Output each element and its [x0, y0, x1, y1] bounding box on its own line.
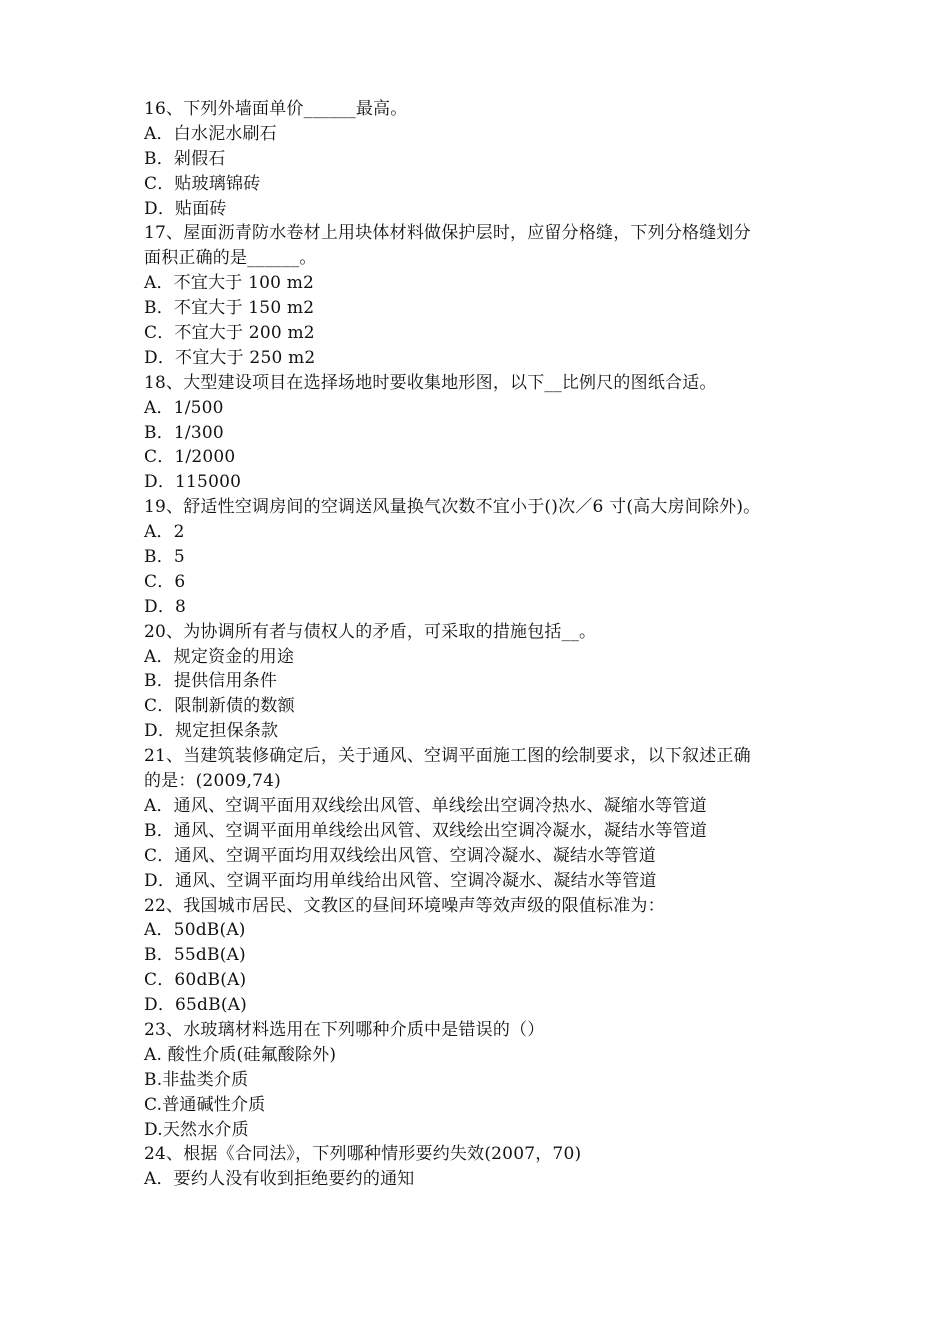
option-d: D．贴面砖 [144, 198, 227, 219]
option-b: B．剁假石 [144, 148, 226, 169]
question-18: 18、大型建设项目在选择场地时要收集地形图，以下__比例尺的图纸合适。 [144, 372, 717, 393]
question-24: 24、根据《合同法》，下列哪种情形要约失效(2007，70) [144, 1144, 582, 1165]
question-17: 17、屋面沥青防水卷材上用块体材料做保护层时，应留分格缝，下列分格缝划分 [144, 223, 751, 244]
option-a: A．通风、空调平面用双线绘出风管、单线绘出空调冷热水、凝缩水等管道 [144, 795, 707, 816]
option-c: C．限制新债的数额 [144, 696, 295, 717]
option-c: C．60dB(A) [144, 970, 247, 991]
option-b: B．提供信用条件 [144, 671, 278, 692]
option-c: C．1/2000 [144, 447, 236, 468]
option-a: A．50dB(A) [144, 920, 246, 941]
question-21: 21、当建筑装修确定后，关于通风、空调平面施工图的绘制要求，以下叙述正确 [144, 746, 751, 767]
option-a: A．要约人没有收到拒绝要约的通知 [144, 1169, 415, 1190]
option-d: D．115000 [144, 472, 242, 493]
option-d: D．8 [144, 596, 187, 617]
option-d: D．不宜大于 250 m2 [144, 347, 316, 368]
option-b: B．通风、空调平面用单线绘出风管、双线绘出空调冷凝水，凝结水等管道 [144, 820, 708, 841]
question-21-continued: 的是：(2009,74) [144, 771, 281, 792]
document-body [144, 97, 834, 1192]
question-23: 23、水玻璃材料选用在下列哪种介质中是错误的（） [144, 1019, 545, 1040]
option-c: C．贴玻璃锦砖 [144, 173, 261, 194]
option-d: D．65dB(A) [144, 995, 247, 1016]
option-a: A．2 [144, 522, 185, 543]
option-d: D．规定担保条款 [144, 721, 279, 742]
option-c: C．不宜大于 200 m2 [144, 323, 315, 344]
question-19: 19、舒适性空调房间的空调送风量换气次数不宜小于()次／6 寸(高大房间除外)。 [144, 497, 761, 518]
option-b: B．1/300 [144, 422, 224, 443]
option-b: B．55dB(A) [144, 945, 246, 966]
option-c: C．通风、空调平面均用双线绘出风管、空调冷凝水、凝结水等管道 [144, 845, 657, 866]
option-c: C.普通碱性介质 [144, 1094, 266, 1115]
question-16: 16、下列外墙面单价______最高。 [144, 99, 408, 119]
option-d: D.天然水介质 [144, 1119, 249, 1140]
option-a: A．规定资金的用途 [144, 646, 295, 667]
option-c: C．6 [144, 571, 186, 592]
option-a: A. 酸性介质(硅氟酸除外) [144, 1044, 337, 1065]
question-20: 20、为协调所有者与债权人的矛盾，可采取的措施包括__。 [144, 621, 597, 642]
option-b: B．5 [144, 547, 185, 568]
option-a: A．1/500 [144, 397, 224, 418]
option-d: D．通风、空调平面均用单线给出风管、空调冷凝水、凝结水等管道 [144, 870, 657, 891]
option-b: B.非盐类介质 [144, 1069, 249, 1090]
question-22: 22、我国城市居民、文教区的昼间环境噪声等效声级的限值标准为： [144, 895, 665, 916]
option-a: A．白水泥水刷石 [144, 123, 277, 144]
question-17-continued: 面积正确的是______。 [144, 248, 317, 269]
option-b: B．不宜大于 150 m2 [144, 298, 315, 319]
option-a: A．不宜大于 100 m2 [144, 273, 315, 294]
